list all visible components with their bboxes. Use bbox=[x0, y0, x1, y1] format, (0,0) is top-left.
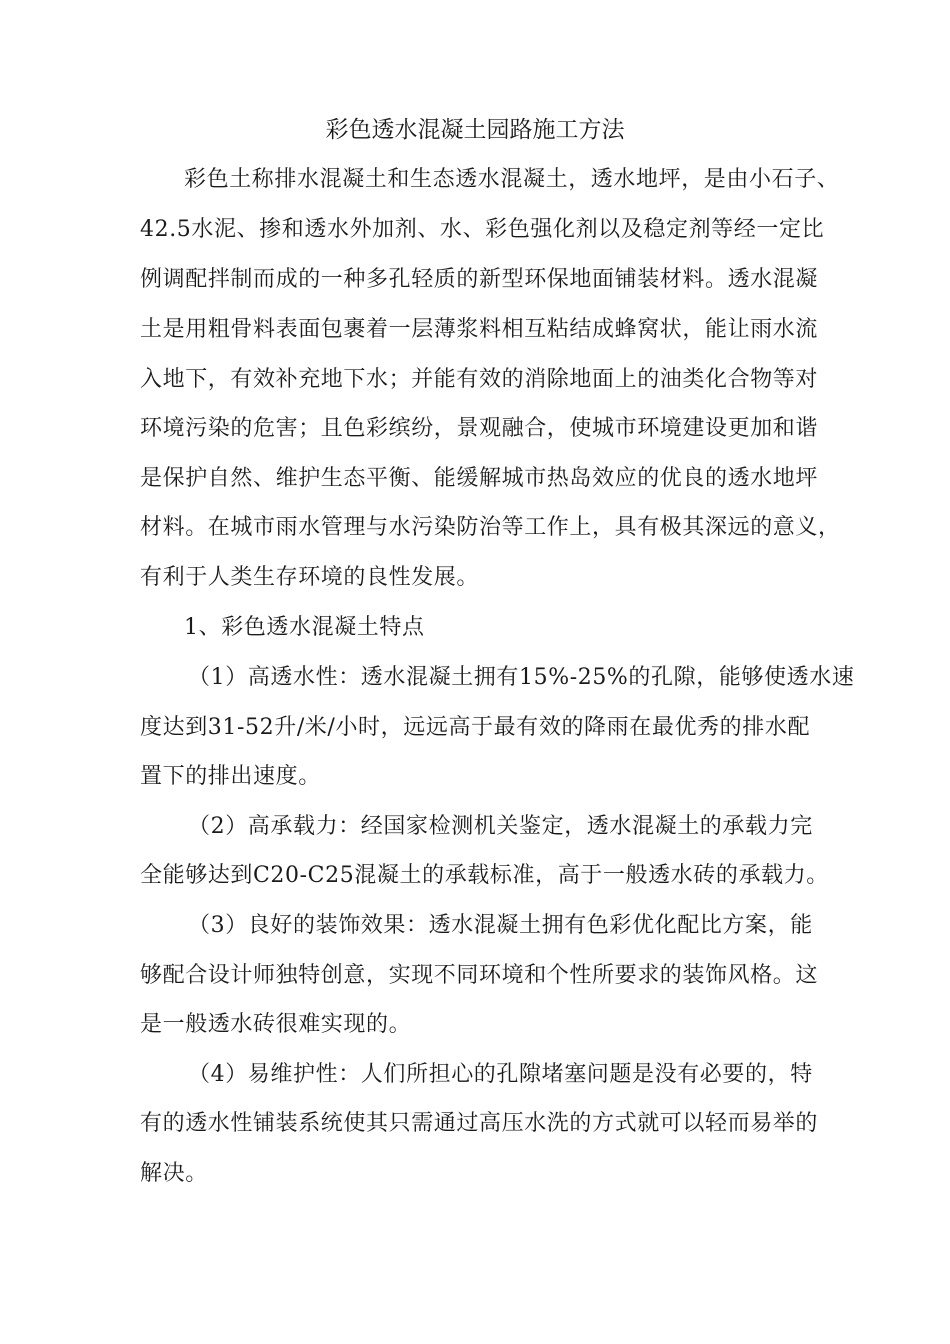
section-heading: 1、彩色透水混凝土特点 bbox=[184, 615, 425, 640]
feature2-line-2: 全能够达到C20-C25混凝土的承载标准，高于一般透水砖的承载力。 bbox=[140, 863, 829, 888]
feature3-line-3: 是一般透水砖很难实现的。 bbox=[140, 1012, 412, 1037]
feature2-line-1: （2）高承载力：经国家检测机关鉴定，透水混凝土的承载力完 bbox=[188, 814, 813, 839]
intro-line-4: 土是用粗骨料表面包裹着一层薄浆料相互粘结成蜂窝状，能让雨水流 bbox=[140, 317, 819, 342]
intro-line-5: 入地下，有效补充地下水；并能有效的消除地面上的油类化合物等对 bbox=[140, 367, 819, 392]
feature1-line-3: 置下的排出速度。 bbox=[140, 764, 321, 789]
feature4-line-1: （4）易维护性：人们所担心的孔隙堵塞问题是没有必要的，特 bbox=[188, 1062, 813, 1087]
intro-line-9: 有利于人类生存环境的良性发展。 bbox=[140, 565, 480, 590]
feature3-line-1: （3）良好的装饰效果：透水混凝土拥有色彩优化配比方案，能 bbox=[188, 913, 813, 938]
intro-line-1: 彩色土称排水混凝土和生态透水混凝土，透水地坪，是由小石子、 bbox=[184, 167, 840, 192]
intro-line-3: 例调配拌制而成的一种多孔轻质的新型环保地面铺装材料。透水混凝 bbox=[140, 267, 819, 292]
intro-line-8: 材料。在城市雨水管理与水污染防治等工作上，具有极其深远的意义， bbox=[140, 515, 841, 540]
intro-line-7: 是保护自然、维护生态平衡、能缓解城市热岛效应的优良的透水地坪 bbox=[140, 466, 819, 491]
intro-line-6: 环境污染的危害；且色彩缤纷，景观融合，使城市环境建设更加和谐 bbox=[140, 416, 819, 441]
document-title: 彩色透水混凝土园路施工方法 bbox=[325, 117, 625, 143]
feature1-line-2: 度达到31-52升/米/小时，远远高于最有效的降雨在最优秀的排水配 bbox=[140, 715, 811, 740]
feature4-line-3: 解决。 bbox=[140, 1161, 208, 1186]
intro-line-2: 42.5水泥、掺和透水外加剂、水、彩色强化剂以及稳定剂等经一定比 bbox=[140, 217, 825, 242]
feature4-line-2: 有的透水性铺装系统使其只需通过高压水洗的方式就可以轻而易举的 bbox=[140, 1111, 819, 1136]
feature3-line-2: 够配合设计师独特创意，实现不同环境和个性所要求的装饰风格。这 bbox=[140, 963, 819, 988]
feature1-line-1: （1）高透水性：透水混凝土拥有15%-25%的孔隙，能够使透水速 bbox=[188, 665, 855, 690]
